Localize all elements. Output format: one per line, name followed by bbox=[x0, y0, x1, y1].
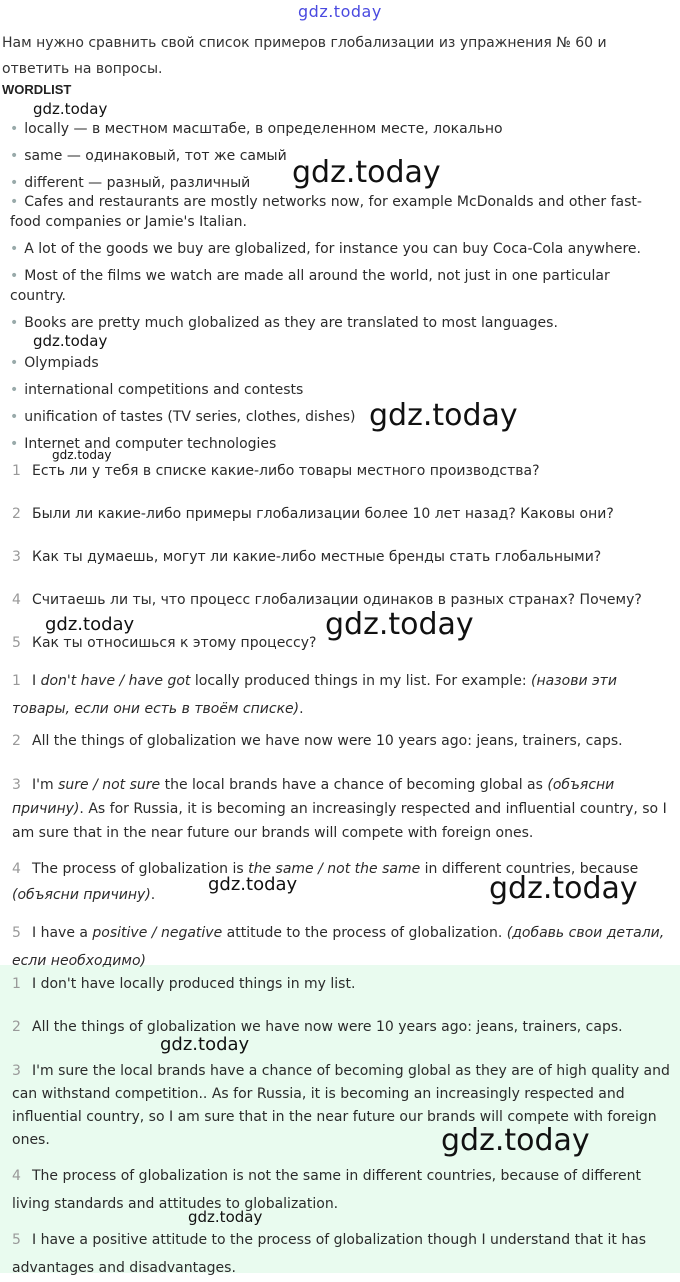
bullet-icon: • bbox=[10, 268, 19, 284]
wordlist-item: • same — одинаковый, тот же самый bbox=[10, 148, 287, 164]
watermark: gdz.today bbox=[369, 398, 518, 433]
answer-item: 1 I don't have locally produced things in my list. bbox=[12, 976, 356, 992]
watermark: gdz.today bbox=[208, 874, 298, 895]
wordlist-item: • Olympiads bbox=[10, 355, 99, 371]
answer-item: 2 All the things of globalization we have now were 10 years ago: jeans, trainers, caps. bbox=[12, 1019, 623, 1035]
wordlist-title: WORDLIST bbox=[2, 82, 72, 97]
watermark: gdz.today bbox=[188, 1208, 263, 1226]
question-item: 3 Как ты думаешь, могут ли какие-либо местные бренды стать глобальными? bbox=[12, 549, 602, 565]
bullet-icon: • bbox=[10, 355, 19, 371]
question-item: 4 Считаешь ли ты, что процесс глобализации одинаков в разных странах? Почему? bbox=[12, 592, 642, 608]
watermark: gdz.today bbox=[33, 332, 108, 350]
watermark: gdz.today bbox=[489, 871, 638, 906]
bullet-icon: • bbox=[10, 436, 19, 452]
watermark: gdz.today bbox=[325, 607, 474, 642]
watermark: gdz.today bbox=[52, 448, 112, 462]
watermark: gdz.today bbox=[33, 100, 108, 118]
watermark: gdz.today bbox=[292, 155, 441, 190]
bullet-icon: • bbox=[10, 241, 19, 257]
wordlist-item: • different — разный, различный bbox=[10, 175, 251, 191]
bullet-icon: • bbox=[10, 409, 19, 425]
watermark: gdz.today bbox=[160, 1034, 250, 1055]
answer-item: 5 I have a positive attitude to the process of globalization though I understand that it has advantages and disadvantages. bbox=[12, 1232, 647, 1276]
bullet-icon: • bbox=[10, 175, 19, 191]
watermark: gdz.today bbox=[441, 1123, 590, 1158]
question-item: 5 Как ты относишься к этому процессу? bbox=[12, 635, 317, 651]
template-item: 2 All the things of globalization we have now were 10 years ago: jeans, trainers, caps. bbox=[12, 733, 623, 749]
answer-item: 3 I'm sure the local brands have a chance of becoming global as they are of high quality and can withstand competition.. As for Russia, it is becoming an increasingly respected and influential country, so I am sure that in the near future our brands will compete with foreign ones. bbox=[12, 1063, 670, 1148]
wordlist-item: • Books are pretty much globalized as they are translated to most languages. bbox=[10, 315, 558, 331]
bullet-icon: • bbox=[10, 148, 19, 164]
wordlist-item: • A lot of the goods we buy are globalized, for instance you can buy Coca-Cola anywhere. bbox=[10, 241, 641, 257]
question-item: 1 Есть ли у тебя в списке какие-либо товары местного производства? bbox=[12, 463, 540, 479]
wordlist-item: • Most of the films we watch are made all around the world, not just in one particular country. bbox=[10, 268, 610, 304]
wordlist-item: • Cafes and restaurants are mostly networks now, for example McDonalds and other fast-food companies or Jamie's Italian. bbox=[10, 194, 642, 230]
template-item: 1 I don't have / have got locally produced things in my list. For example: (назови эти товары, если они есть в твоём списке). bbox=[12, 673, 617, 717]
bullet-icon: • bbox=[10, 121, 19, 137]
bullet-icon: • bbox=[10, 382, 19, 398]
watermark: gdz.today bbox=[45, 614, 135, 635]
answer-item: 4 The process of globalization is not the same in different countries, because of different living standards and attitudes to globalization. bbox=[12, 1168, 641, 1212]
template-item: 4 The process of globalization is the same / not the same in different countries, because (объясни причину). bbox=[12, 861, 639, 903]
bullet-icon: • bbox=[10, 315, 19, 331]
intro-text: Нам нужно сравнить свой список примеров глобализации из упражнения № 60 и ответить на вопросы. bbox=[2, 35, 607, 77]
template-item: 5 I have a positive / negative attitude to the process of globalization. (добавь свои детали, если необходимо) bbox=[12, 925, 665, 969]
wordlist-item: • Internet and computer technologies bbox=[10, 436, 277, 452]
wordlist-item: • locally — в местном масштабе, в определенном месте, локально bbox=[10, 121, 503, 137]
template-item: 3 I'm sure / not sure the local brands have a chance of becoming global as (объясни причину). As for Russia, it is becoming an increasingly respected and influential country, so I am sure that in the near future our brands will compete with foreign ones. bbox=[12, 777, 667, 841]
wordlist-item: • international competitions and contests bbox=[10, 382, 304, 398]
wordlist-item: • unification of tastes (TV series, clothes, dishes) bbox=[10, 409, 356, 425]
bullet-icon: • bbox=[10, 194, 19, 210]
question-item: 2 Были ли какие-либо примеры глобализации более 10 лет назад? Каковы они? bbox=[12, 506, 614, 522]
watermark-top: gdz.today bbox=[298, 2, 382, 21]
